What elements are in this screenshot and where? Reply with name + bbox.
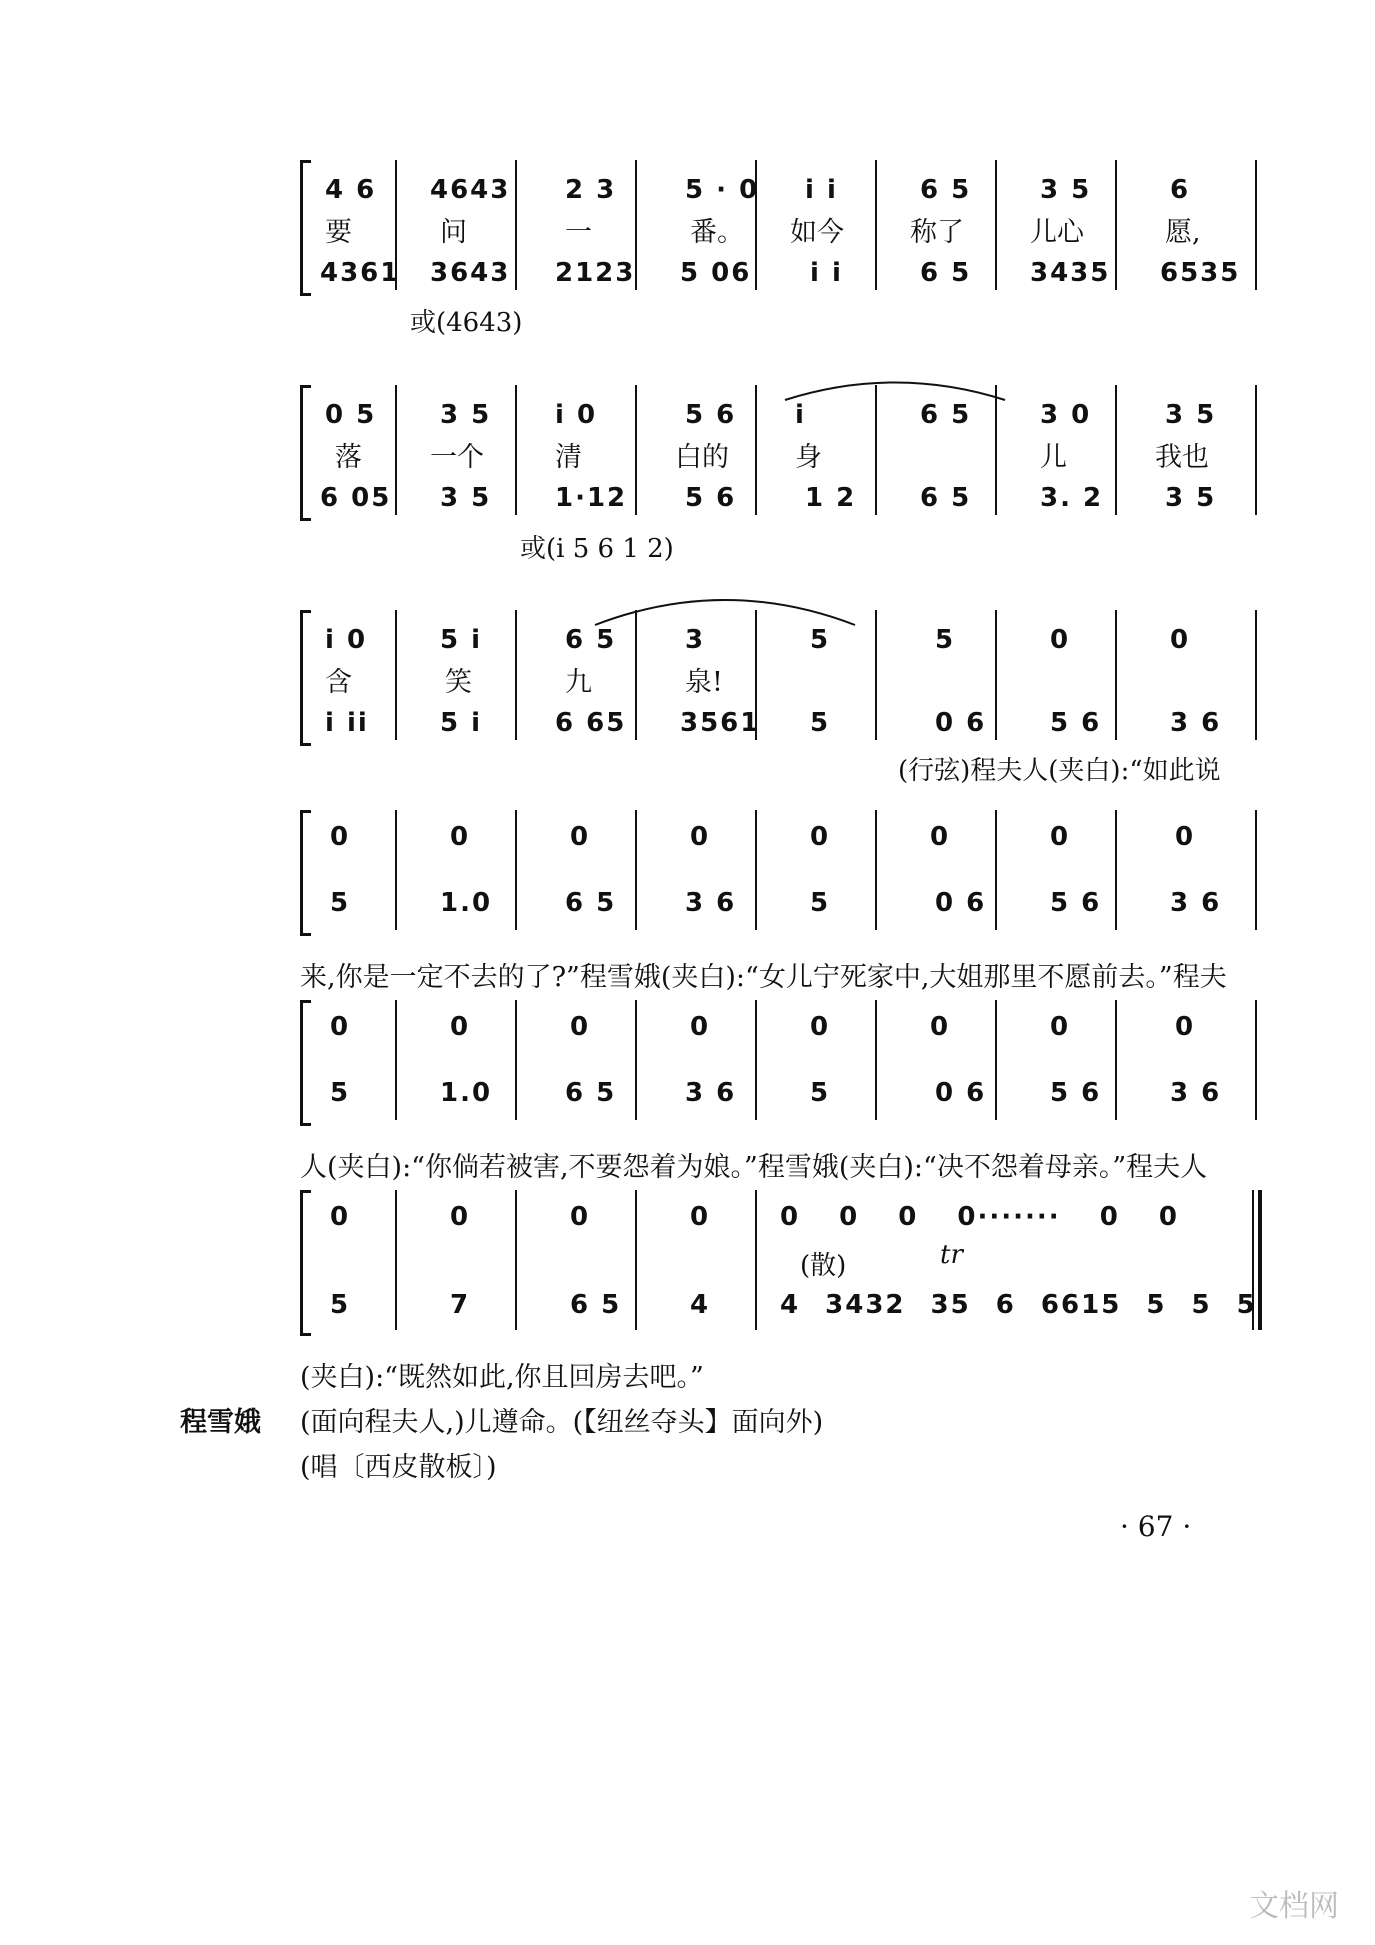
lyric: 笑 [445,667,472,698]
system-bracket [300,1190,311,1336]
accomp-measure-8: 6535 [1160,258,1241,288]
barline [755,1000,757,1120]
score-system-2 [300,385,1260,564]
accomp-measure-1: 4361 [320,258,401,288]
voice-measure-5: 0 [810,1012,831,1042]
voice-measure-7: 3 0 [1040,400,1092,430]
barline [635,1000,637,1120]
voice-measure-7: 0 [1050,1012,1071,1042]
spoken-line: 来,你是一定不去的了?”程雪娥(夹白):“女儿宁死家中,大姐那里不愿前去。”程夫 [300,962,1227,993]
voice-measure-5: i [795,400,806,430]
voice-measure-3: 0 [570,822,591,852]
lyric: 一 [565,217,592,248]
system-bracket [300,810,311,936]
watermark-logo: 文档网 [1249,1889,1339,1924]
score-system-4 [300,810,1260,940]
accomp-free-section: 4 3432 35 6 6615 5 5 5 [780,1290,1257,1320]
accomp-measure-7: 3. 2 [1040,483,1104,513]
accomp-measure-7: 5 6 [1050,1078,1102,1108]
lyric: 清 [555,442,582,473]
system-bracket [300,385,311,521]
voice-measure-7: 3 5 [1040,175,1092,205]
lyric: 愿, [1165,217,1201,248]
barline [755,1190,757,1330]
barline [635,810,637,930]
barline [995,1000,997,1120]
accomp-measure-5: i i [810,258,843,288]
barline [635,1190,637,1330]
accomp-measure-1: 5 [330,1078,351,1108]
accomp-measure-1: 5 [330,888,351,918]
accomp-measure-3: 6 65 [555,708,627,738]
trill-mark: tr [940,1240,963,1270]
voice-measure-8: 3 5 [1165,400,1217,430]
lyric: 九 [565,667,592,698]
spoken-line: 人(夹白):“你倘若被害,不要怨着为娘。”程雪娥(夹白):“决不怨着母亲。”程夫人 [300,1152,1208,1183]
accomp-measure-6: 0 6 [935,1078,987,1108]
accomp-measure-5: 5 [810,888,831,918]
barline [395,610,397,740]
barline [515,1190,517,1330]
voice-measure-3: 0 [570,1012,591,1042]
voice-measure-4: 0 [690,1202,711,1232]
lyric: 问 [440,217,467,248]
accomp-measure-3: 2123 [555,258,636,288]
accomp-measure-6: 0 6 [935,888,987,918]
voice-measure-8: 6 [1170,175,1191,205]
voice-measure-2: 0 [450,1012,471,1042]
voice-measure-4: 0 [690,1012,711,1042]
barline [1255,160,1257,290]
accomp-measure-3: 6 5 [570,1290,622,1320]
accomp-measure-6: 0 6 [935,708,987,738]
barline [875,1000,877,1120]
barline [995,160,997,290]
lyric: 白的 [675,442,729,473]
barline [395,810,397,930]
barline [875,160,877,290]
voice-measure-2: 5 i [440,625,483,655]
voice-measure-5: 0 [810,822,831,852]
accomp-measure-4: 3561 [680,708,761,738]
stage-direction: (面向程夫人,)儿遵命。(【纽丝夺头】面向外) [300,1407,824,1438]
accomp-measure-8: 3 6 [1170,888,1222,918]
voice-measure-6: 0 [930,822,951,852]
barline [875,610,877,740]
lyric: 落 [335,442,362,473]
voice-measure-7: 0 [1050,625,1071,655]
voice-measure-2: 0 [450,822,471,852]
voice-measure-4: 3 [685,625,706,655]
barline [755,385,757,515]
lyric: 泉! [685,667,723,698]
barline [515,160,517,290]
voice-measure-6: 5 [935,625,956,655]
voice-measure-1: 0 5 [325,400,377,430]
accomp-measure-8: 3 6 [1170,708,1222,738]
voice-measure-2: 3 5 [440,400,492,430]
system-bracket [300,160,311,296]
voice-measure-2: 0 [450,1202,471,1232]
lyric: 一个 [430,442,484,473]
lyric: 要 [325,217,352,248]
barline [515,1000,517,1120]
final-barline-thick [1258,1190,1262,1330]
accomp-measure-4: 3 6 [685,1078,737,1108]
accomp-measure-4: 3 6 [685,888,737,918]
barline [1255,610,1257,740]
accomp-measure-3: 6 5 [565,1078,617,1108]
accomp-measure-1: 6 05 [320,483,392,513]
voice-measure-1: 0 [330,1012,351,1042]
voice-measure-1: 4 6 [325,175,377,205]
accomp-measure-3: 1·12 [555,483,628,513]
singing-direction: (唱〔西皮散板〕) [300,1452,497,1483]
voice-measure-4: 0 [690,822,711,852]
score-system-5 [300,1000,1260,1130]
accomp-measure-2: 7 [450,1290,471,1320]
voice-measure-7: 0 [1050,822,1071,852]
voice-free-section: 0 0 0 0······· 0 0 [780,1202,1179,1232]
barline [515,610,517,740]
lyric: 如今 [790,217,844,248]
voice-measure-1: 0 [330,822,351,852]
accomp-measure-6: 6 5 [920,258,972,288]
system-bracket [300,610,311,746]
voice-measure-4: 5 · 0 [685,175,760,205]
barline [1255,1000,1257,1120]
voice-measure-4: 5 6 [685,400,737,430]
accomp-measure-7: 5 6 [1050,888,1102,918]
barline [515,385,517,515]
accomp-measure-8: 3 5 [1165,483,1217,513]
barline [395,385,397,515]
barline [1115,160,1117,290]
spoken-annotation: (行弦)程夫人(夹白):“如此说 [898,756,1221,786]
barline [1115,610,1117,740]
score-system-6 [300,1190,1260,1340]
lyric: 含 [325,667,352,698]
barline [395,1000,397,1120]
slur-mark [590,590,860,630]
score-system-1 [300,160,1260,338]
accomp-measure-5: 5 [810,1078,831,1108]
slur-mark [780,375,1010,405]
voice-measure-5: 5 [810,625,831,655]
accomp-measure-2: 3 5 [440,483,492,513]
alternate-annotation: 或(4643) [410,308,523,338]
accomp-measure-8: 3 6 [1170,1078,1222,1108]
free-tempo-mark: (散) [800,1251,847,1281]
accomp-measure-5: 1 2 [805,483,857,513]
barline [515,810,517,930]
voice-measure-6: 6 5 [920,400,972,430]
accomp-measure-5: 5 [810,708,831,738]
system-bracket [300,1000,311,1126]
voice-measure-3: 2 3 [565,175,617,205]
spoken-line: (夹白):“既然如此,你且回房去吧。” [300,1362,704,1393]
barline [1115,385,1117,515]
voice-measure-3: 0 [570,1202,591,1232]
accomp-measure-4: 4 [690,1290,711,1320]
lyric: 儿 [1040,442,1067,473]
barline [1255,385,1257,515]
barline [755,810,757,930]
accomp-measure-4: 5 06 [680,258,752,288]
voice-measure-6: 6 5 [920,175,972,205]
barline [1115,1000,1117,1120]
accomp-measure-7: 5 6 [1050,708,1102,738]
accomp-measure-2: 3643 [430,258,511,288]
barline [1255,810,1257,930]
lyric: 身 [795,442,822,473]
voice-measure-5: i i [805,175,838,205]
voice-measure-8: 0 [1170,625,1191,655]
voice-measure-2: 4643 [430,175,511,205]
voice-measure-8: 0 [1175,1012,1196,1042]
barline [875,810,877,930]
accomp-measure-1: i ii [325,708,369,738]
lyric: 称了 [910,217,964,248]
barline [995,610,997,740]
speaker-name: 程雪娥 [180,1407,261,1438]
accomp-measure-2: 1.0 [440,1078,493,1108]
barline [1115,810,1117,930]
barline [635,385,637,515]
lyric: 番。 [690,217,744,248]
accomp-measure-2: 5 i [440,708,483,738]
accomp-measure-6: 6 5 [920,483,972,513]
voice-measure-3: i 0 [555,400,598,430]
lyric: 我也 [1155,442,1209,473]
accomp-measure-7: 3435 [1030,258,1111,288]
alternate-annotation: 或(i 5 6 1 2) [520,534,674,564]
barline [395,1190,397,1330]
voice-measure-8: 0 [1175,822,1196,852]
accomp-measure-2: 1.0 [440,888,493,918]
barline [995,810,997,930]
accomp-measure-1: 5 [330,1290,351,1320]
page-number: · 67 · [1120,1510,1192,1543]
score-system-3 [300,610,1260,786]
lyric: 儿心 [1030,217,1084,248]
voice-measure-1: 0 [330,1202,351,1232]
accomp-measure-4: 5 6 [685,483,737,513]
voice-measure-3: 6 5 [565,625,617,655]
voice-measure-6: 0 [930,1012,951,1042]
voice-measure-1: i 0 [325,625,368,655]
accomp-measure-3: 6 5 [565,888,617,918]
